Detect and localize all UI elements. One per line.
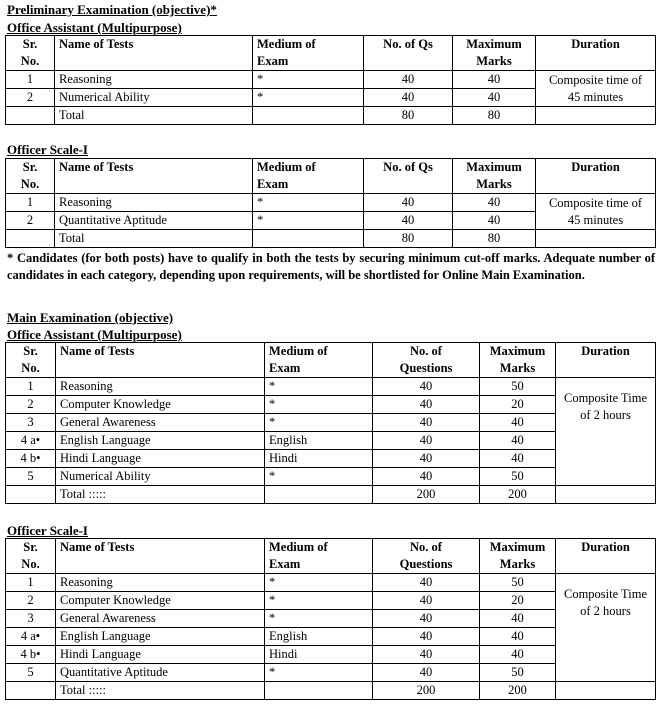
prelim-oa-table: [5, 35, 656, 125]
table-row: [6, 574, 656, 592]
header-medium: Medium of: [269, 540, 328, 554]
header-max-marks: Marks: [476, 54, 512, 68]
total-row: [6, 107, 656, 125]
header-max: Maximum: [489, 540, 546, 554]
header-sr-no: No.: [20, 54, 40, 68]
header-name: Name of Tests: [56, 539, 265, 574]
header-max: Maximum: [466, 160, 522, 174]
cell-qs: 40: [373, 574, 480, 592]
header-qs: No. of: [410, 540, 442, 554]
total-marks: 80: [453, 230, 536, 248]
cell-test-name: Numerical Ability: [56, 468, 265, 486]
cell-test-name: Reasoning: [56, 574, 265, 592]
cell-qs: 40: [373, 432, 480, 450]
cell-medium: *: [265, 468, 373, 486]
cell-test-name: Numerical Ability: [55, 89, 253, 107]
cell-medium: Hindi: [265, 646, 373, 664]
cell-qs: 40: [373, 378, 480, 396]
duration-text-2: 45 minutes: [567, 89, 624, 104]
cell-qs: 40: [364, 212, 453, 230]
cell-qs: 40: [373, 628, 480, 646]
total-label: Total :::::: [56, 682, 265, 700]
cell-test-name: Hindi Language: [56, 646, 265, 664]
cell-test-name: General Awareness: [56, 610, 265, 628]
cell-sr: 2: [6, 396, 56, 414]
duration-text: Composite time of: [548, 72, 643, 87]
cell-qs: 40: [373, 610, 480, 628]
table-row: [6, 71, 656, 89]
duration-text: Composite time of: [548, 195, 643, 210]
total-marks: 200: [480, 682, 556, 700]
cell-sr: 1: [6, 71, 55, 89]
cell-sr: 4 b•: [6, 450, 56, 468]
header-sr-no: No.: [20, 177, 40, 191]
prelim-title: Preliminary Examination (objective)*: [7, 2, 217, 17]
cell-medium: English: [265, 628, 373, 646]
header-max: Maximum: [466, 37, 522, 51]
duration-text-2: of 2 hours: [580, 603, 631, 618]
total-marks: 80: [453, 107, 536, 125]
cell-medium: *: [265, 664, 373, 682]
header-sr: Sr.: [23, 540, 38, 554]
header-duration: Duration: [536, 36, 656, 71]
cell-test-name: General Awareness: [56, 414, 265, 432]
cell-qs: 40: [364, 71, 453, 89]
duration-text: Composite Time: [563, 390, 647, 405]
cell-marks: 50: [480, 574, 556, 592]
cell-marks: 40: [480, 628, 556, 646]
total-row: [6, 486, 656, 504]
header-duration: Duration: [556, 343, 656, 378]
cell-marks: 40: [480, 414, 556, 432]
duration-text: Composite Time: [563, 586, 647, 601]
cell-qs: 40: [364, 89, 453, 107]
cell-qs: 40: [373, 450, 480, 468]
cell-sr: 4 b•: [6, 646, 56, 664]
header-qs: No. of Qs: [364, 159, 453, 194]
main-title: Main Examination (objective): [7, 310, 174, 325]
total-row: [6, 682, 656, 700]
cell-marks: 50: [480, 378, 556, 396]
cell-medium: *: [265, 610, 373, 628]
cell-marks: 40: [453, 89, 536, 107]
cell-medium: *: [253, 212, 364, 230]
header-medium-exam: Exam: [269, 557, 301, 571]
cell-test-name: Computer Knowledge: [56, 396, 265, 414]
cell-marks: 40: [480, 610, 556, 628]
total-qs: 200: [373, 682, 480, 700]
cell-marks: 40: [480, 432, 556, 450]
cell-sr: 2: [6, 592, 56, 610]
cell-marks: 20: [480, 396, 556, 414]
cell-medium: *: [265, 592, 373, 610]
total-qs: 80: [364, 107, 453, 125]
cell-test-name: Reasoning: [55, 194, 253, 212]
header-medium: Medium of: [257, 160, 316, 174]
main-os-table: [5, 538, 656, 700]
header-max-marks: Marks: [476, 177, 512, 191]
main-oa-subtitle: Office Assistant (Multipurpose): [7, 327, 182, 342]
cell-test-name: English Language: [56, 628, 265, 646]
total-label: Total: [55, 230, 253, 248]
total-row: [6, 230, 656, 248]
header-medium-exam: Exam: [269, 361, 301, 375]
cell-qs: 40: [373, 664, 480, 682]
prelim-note: * Candidates (for both posts) have to qualify in both the tests by securing minimum cut-off marks. Adequate number of candidates in each category, depending upon requirements, will be shortlisted for Online Main Examination.: [7, 251, 655, 282]
cell-qs: 40: [373, 468, 480, 486]
cell-marks: 50: [480, 468, 556, 486]
cell-sr: 2: [6, 89, 55, 107]
cell-medium: *: [253, 71, 364, 89]
cell-test-name: Hindi Language: [56, 450, 265, 468]
cell-sr: 4 a•: [6, 628, 56, 646]
cell-test-name: English Language: [56, 432, 265, 450]
cell-qs: 40: [373, 646, 480, 664]
header-name: Name of Tests: [55, 159, 253, 194]
cell-sr: 1: [6, 574, 56, 592]
header-sr: Sr.: [22, 160, 38, 174]
table-row: [6, 194, 656, 212]
total-qs: 80: [364, 230, 453, 248]
header-duration: Duration: [536, 159, 656, 194]
header-max-marks: Marks: [499, 557, 536, 571]
prelim-os-subtitle: Officer Scale-I: [7, 142, 88, 157]
cell-qs: 40: [364, 194, 453, 212]
duration-text-2: of 2 hours: [580, 407, 631, 422]
main-oa-table: [5, 342, 656, 504]
prelim-os-table: [5, 158, 656, 248]
cell-medium: *: [253, 89, 364, 107]
header-medium: Medium of: [269, 344, 328, 358]
cell-marks: 40: [480, 646, 556, 664]
total-qs: 200: [373, 486, 480, 504]
duration-text-2: 45 minutes: [567, 212, 624, 227]
cell-marks: 40: [453, 194, 536, 212]
header-sr-no: No.: [21, 361, 40, 375]
header-qs: No. of Qs: [364, 36, 453, 71]
cell-test-name: Computer Knowledge: [56, 592, 265, 610]
cell-sr: 5: [6, 664, 56, 682]
cell-qs: 40: [373, 592, 480, 610]
cell-qs: 40: [373, 414, 480, 432]
cell-medium: English: [265, 432, 373, 450]
cell-sr: 4 a•: [6, 432, 56, 450]
cell-medium: *: [265, 414, 373, 432]
header-sr-no: No.: [21, 557, 40, 571]
header-medium: Medium of: [257, 37, 316, 51]
header-qs: No. of: [410, 344, 442, 358]
header-max: Maximum: [489, 344, 546, 358]
cell-marks: 40: [453, 212, 536, 230]
main-os-subtitle: Officer Scale-I: [7, 523, 88, 538]
cell-marks: 20: [480, 592, 556, 610]
header-qs-questions: Questions: [399, 557, 453, 571]
header-max-marks: Marks: [499, 361, 536, 375]
cell-medium: *: [253, 194, 364, 212]
cell-marks: 40: [480, 450, 556, 468]
total-label: Total :::::: [56, 486, 265, 504]
prelim-oa-subtitle: Office Assistant (Multipurpose): [7, 20, 182, 35]
cell-qs: 40: [373, 396, 480, 414]
header-qs-questions: Questions: [399, 361, 453, 375]
cell-marks: 50: [480, 664, 556, 682]
cell-medium: Hindi: [265, 450, 373, 468]
cell-test-name: Quantitative Aptitude: [55, 212, 253, 230]
table-row: [6, 378, 656, 396]
cell-test-name: Reasoning: [55, 71, 253, 89]
header-medium-exam: Exam: [257, 54, 289, 68]
cell-sr: 1: [6, 378, 56, 396]
cell-sr: 3: [6, 610, 56, 628]
cell-test-name: Reasoning: [56, 378, 265, 396]
header-name: Name of Tests: [55, 36, 253, 71]
cell-medium: *: [265, 396, 373, 414]
header-sr: Sr.: [22, 37, 38, 51]
cell-medium: *: [265, 574, 373, 592]
cell-sr: 5: [6, 468, 56, 486]
header-sr: Sr.: [23, 344, 38, 358]
total-label: Total: [55, 107, 253, 125]
cell-sr: 3: [6, 414, 56, 432]
header-medium-exam: Exam: [257, 177, 289, 191]
cell-sr: 2: [6, 212, 55, 230]
cell-medium: *: [265, 378, 373, 396]
cell-sr: 1: [6, 194, 55, 212]
cell-marks: 40: [453, 71, 536, 89]
total-marks: 200: [480, 486, 556, 504]
cell-test-name: Quantitative Aptitude: [56, 664, 265, 682]
header-duration: Duration: [556, 539, 656, 574]
header-name: Name of Tests: [56, 343, 265, 378]
